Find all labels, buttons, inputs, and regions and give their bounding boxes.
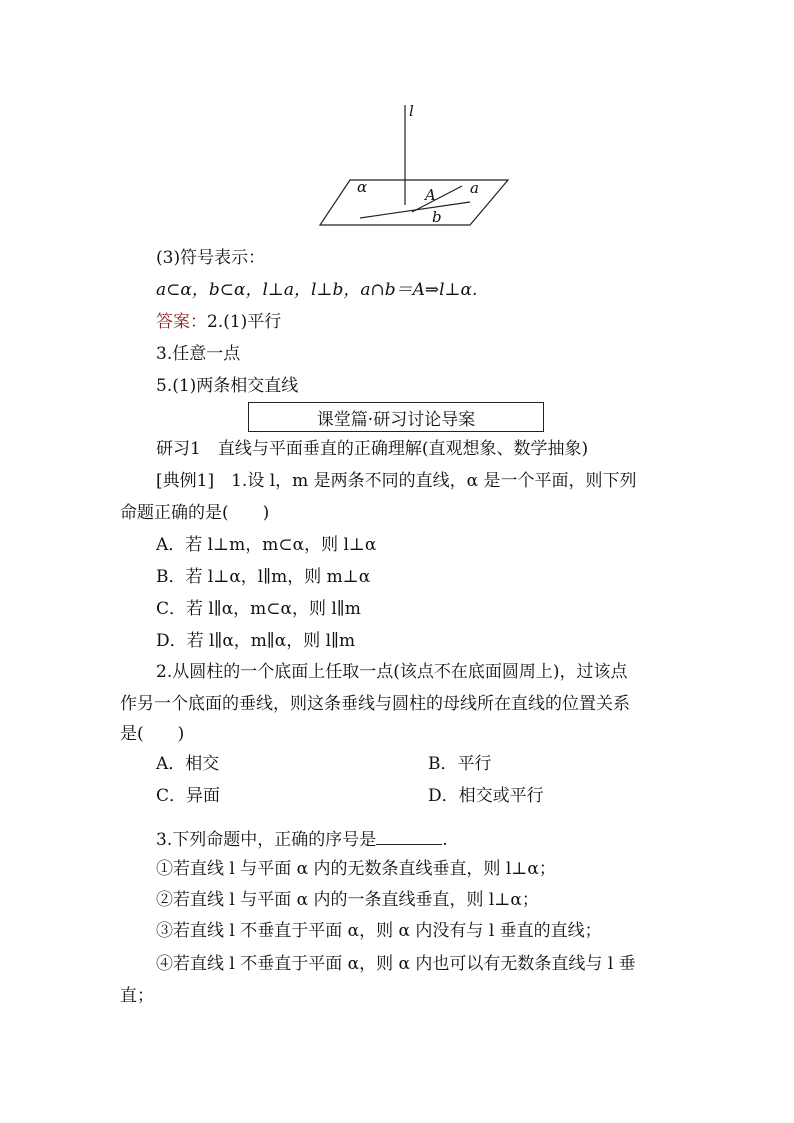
q2-line-3: 是( ) xyxy=(120,724,185,744)
answer-text-2: 3.任意一点 xyxy=(156,344,241,364)
section-box-title: 课堂篇·研习讨论导案 xyxy=(316,409,476,430)
q1-line-1 xyxy=(156,469,637,493)
q2-line-1: 2.从圆柱的一个底面上任取一点(该点不在底面圆周上)，过该点 xyxy=(156,662,628,682)
q1-line-2: 命题正确的是( ) xyxy=(120,503,270,523)
answer-blank[interactable] xyxy=(376,826,442,845)
label-l: l xyxy=(409,102,414,120)
study-title: 研习1 直线与平面垂直的正确理解(直观想象、数学抽象) xyxy=(156,439,589,459)
q3-item-4: ④若直线 l 不垂直于平面 α，则 α 内也可以有无数条直线与 l 垂 xyxy=(156,954,636,974)
symbol-heading: (3)符号表示： xyxy=(156,248,266,268)
answer-text-3: 5.(1)两条相交直线 xyxy=(156,376,299,396)
q3-item-4-cont: 直； xyxy=(120,986,154,1006)
line-b xyxy=(360,202,470,218)
label-A: A xyxy=(425,186,436,204)
q2-option-c: C．异面 xyxy=(156,786,221,806)
symbol-formula: a⊂α，b⊂α，l⊥a，l⊥b，a∩b＝A⇒l⊥α. xyxy=(156,280,478,300)
section-box xyxy=(248,402,544,432)
example-tag: [典例1] xyxy=(156,471,215,491)
q3-stem xyxy=(156,826,448,852)
q1-option-a: A．若 l⊥m，m⊂α，则 l⊥α xyxy=(156,535,377,555)
q1-option-c: C．若 l∥α，m⊂α，则 l∥m xyxy=(156,599,361,619)
q1-option-b: B．若 l⊥α，l∥m，则 m⊥α xyxy=(156,567,371,587)
plane-alpha xyxy=(320,180,508,225)
q1-stem-1: 1.设 l，m 是两条不同的直线，α 是一个平面，则下列 xyxy=(214,471,637,491)
q3-stem-end: . xyxy=(442,830,448,850)
q2-option-d: D．相交或平行 xyxy=(428,786,544,806)
label-b: b xyxy=(432,208,442,226)
label-a: a xyxy=(470,179,479,197)
geometry-figure xyxy=(0,0,794,240)
answer-label: 答案： xyxy=(156,312,207,332)
q3-item-1: ①若直线 l 与平面 α 内的无数条直线垂直，则 l⊥α； xyxy=(156,859,556,879)
q2-option-a: A．相交 xyxy=(156,754,220,774)
answer-text-1: 2.(1)平行 xyxy=(207,312,282,332)
q3-item-3: ③若直线 l 不垂直于平面 α，则 α 内没有与 l 垂直的直线； xyxy=(156,921,602,941)
label-alpha: α xyxy=(357,178,368,196)
q2-line-2: 作另一个底面的垂线，则这条垂线与圆柱的母线所在直线的位置关系 xyxy=(120,694,630,714)
q2-option-b: B．平行 xyxy=(428,754,492,774)
answer-line xyxy=(156,310,281,334)
q3-stem-text: 3.下列命题中，正确的序号是 xyxy=(156,830,377,850)
q1-option-d: D．若 l∥α，m∥α，则 l∥m xyxy=(156,631,356,651)
q3-item-2: ②若直线 l 与平面 α 内的一条直线垂直，则 l⊥α； xyxy=(156,890,539,910)
